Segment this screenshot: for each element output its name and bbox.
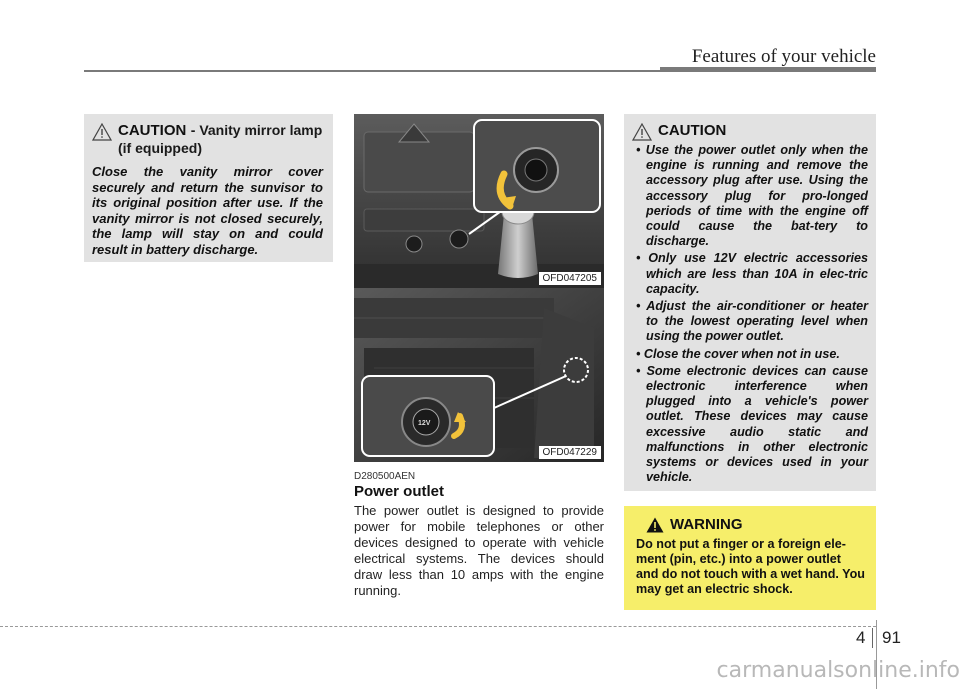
- section-title: Power outlet: [354, 483, 445, 500]
- page-number-divider: [872, 628, 873, 648]
- warning-title: WARNING: [670, 516, 743, 533]
- caution-vanity-title: CAUTION: [118, 122, 187, 139]
- list-item: • Use the power outlet only when the engine is running and remove the accessory plug after use. Using the accessory plug for pro-longed periods of time with the engine off could cause the bat-tery to discharge.: [636, 143, 868, 249]
- caution-outlet-title: CAUTION: [658, 122, 727, 139]
- photo-rear-cargo: [354, 288, 604, 462]
- rear-cargo-illustration: [354, 288, 604, 462]
- list-item: • Only use 12V electric accessories which are less than 10A in elec-tric capacity.: [636, 251, 868, 296]
- chapter-number: 4: [856, 628, 866, 647]
- warning-triangle-icon: [646, 517, 664, 533]
- caution-triangle-icon: [632, 123, 652, 141]
- caution-triangle-icon: [92, 123, 112, 141]
- page-number: 91: [882, 628, 901, 647]
- caution-vanity-body: Close the vanity mirror cover securely and return the sunvisor to its original position after use. If the vanity mirror is not closed securely, the lamp will stay on and could result in battery discharge.: [92, 164, 323, 257]
- photo-front-console: [354, 114, 604, 288]
- outlet-12v-badge: 12V: [418, 420, 431, 427]
- caution-outlet-box: [624, 114, 876, 491]
- page-header-title: Features of your vehicle: [691, 46, 876, 67]
- list-item: • Close the cover when not in use.: [636, 346, 840, 361]
- doc-code: D280500AEN: [354, 471, 416, 482]
- footer-rule: [0, 626, 876, 627]
- section-body: The power outlet is designed to provide power for mobile telephones or other devices designed to operate with vehicle electrical systems. The devices should draw less than 10 amps with the engine running.: [354, 503, 604, 598]
- front-console-illustration: [354, 114, 604, 288]
- list-item: • Some electronic devices can cause electronic interference when plugged into a vehicle's power outlet. These devices may cause excessive audio static and malfunctions in other electronic systems or devices used in your vehicle.: [636, 363, 868, 485]
- caution-vanity-subtitle: - Vanity mirror lamp (if equipped): [118, 122, 323, 156]
- photo-front-code: OFD047205: [539, 272, 601, 285]
- header-rule-accent: [660, 67, 876, 72]
- list-item: • Adjust the air-conditioner or heater to the lowest operating level when using the power outlet.: [636, 299, 868, 344]
- caution-vanity-heading: [118, 122, 333, 158]
- caution-outlet-list: [624, 141, 876, 485]
- warning-box: [624, 506, 876, 610]
- warning-body: Do not put a finger or a foreign ele-ment (pin, etc.) into a power outlet and do not touch with a wet hand. You may get an electric shock.: [636, 537, 866, 596]
- caution-vanity-box: [84, 114, 333, 262]
- watermark: carmanualsonline.info: [716, 658, 960, 683]
- photo-rear-code: OFD047229: [539, 446, 601, 459]
